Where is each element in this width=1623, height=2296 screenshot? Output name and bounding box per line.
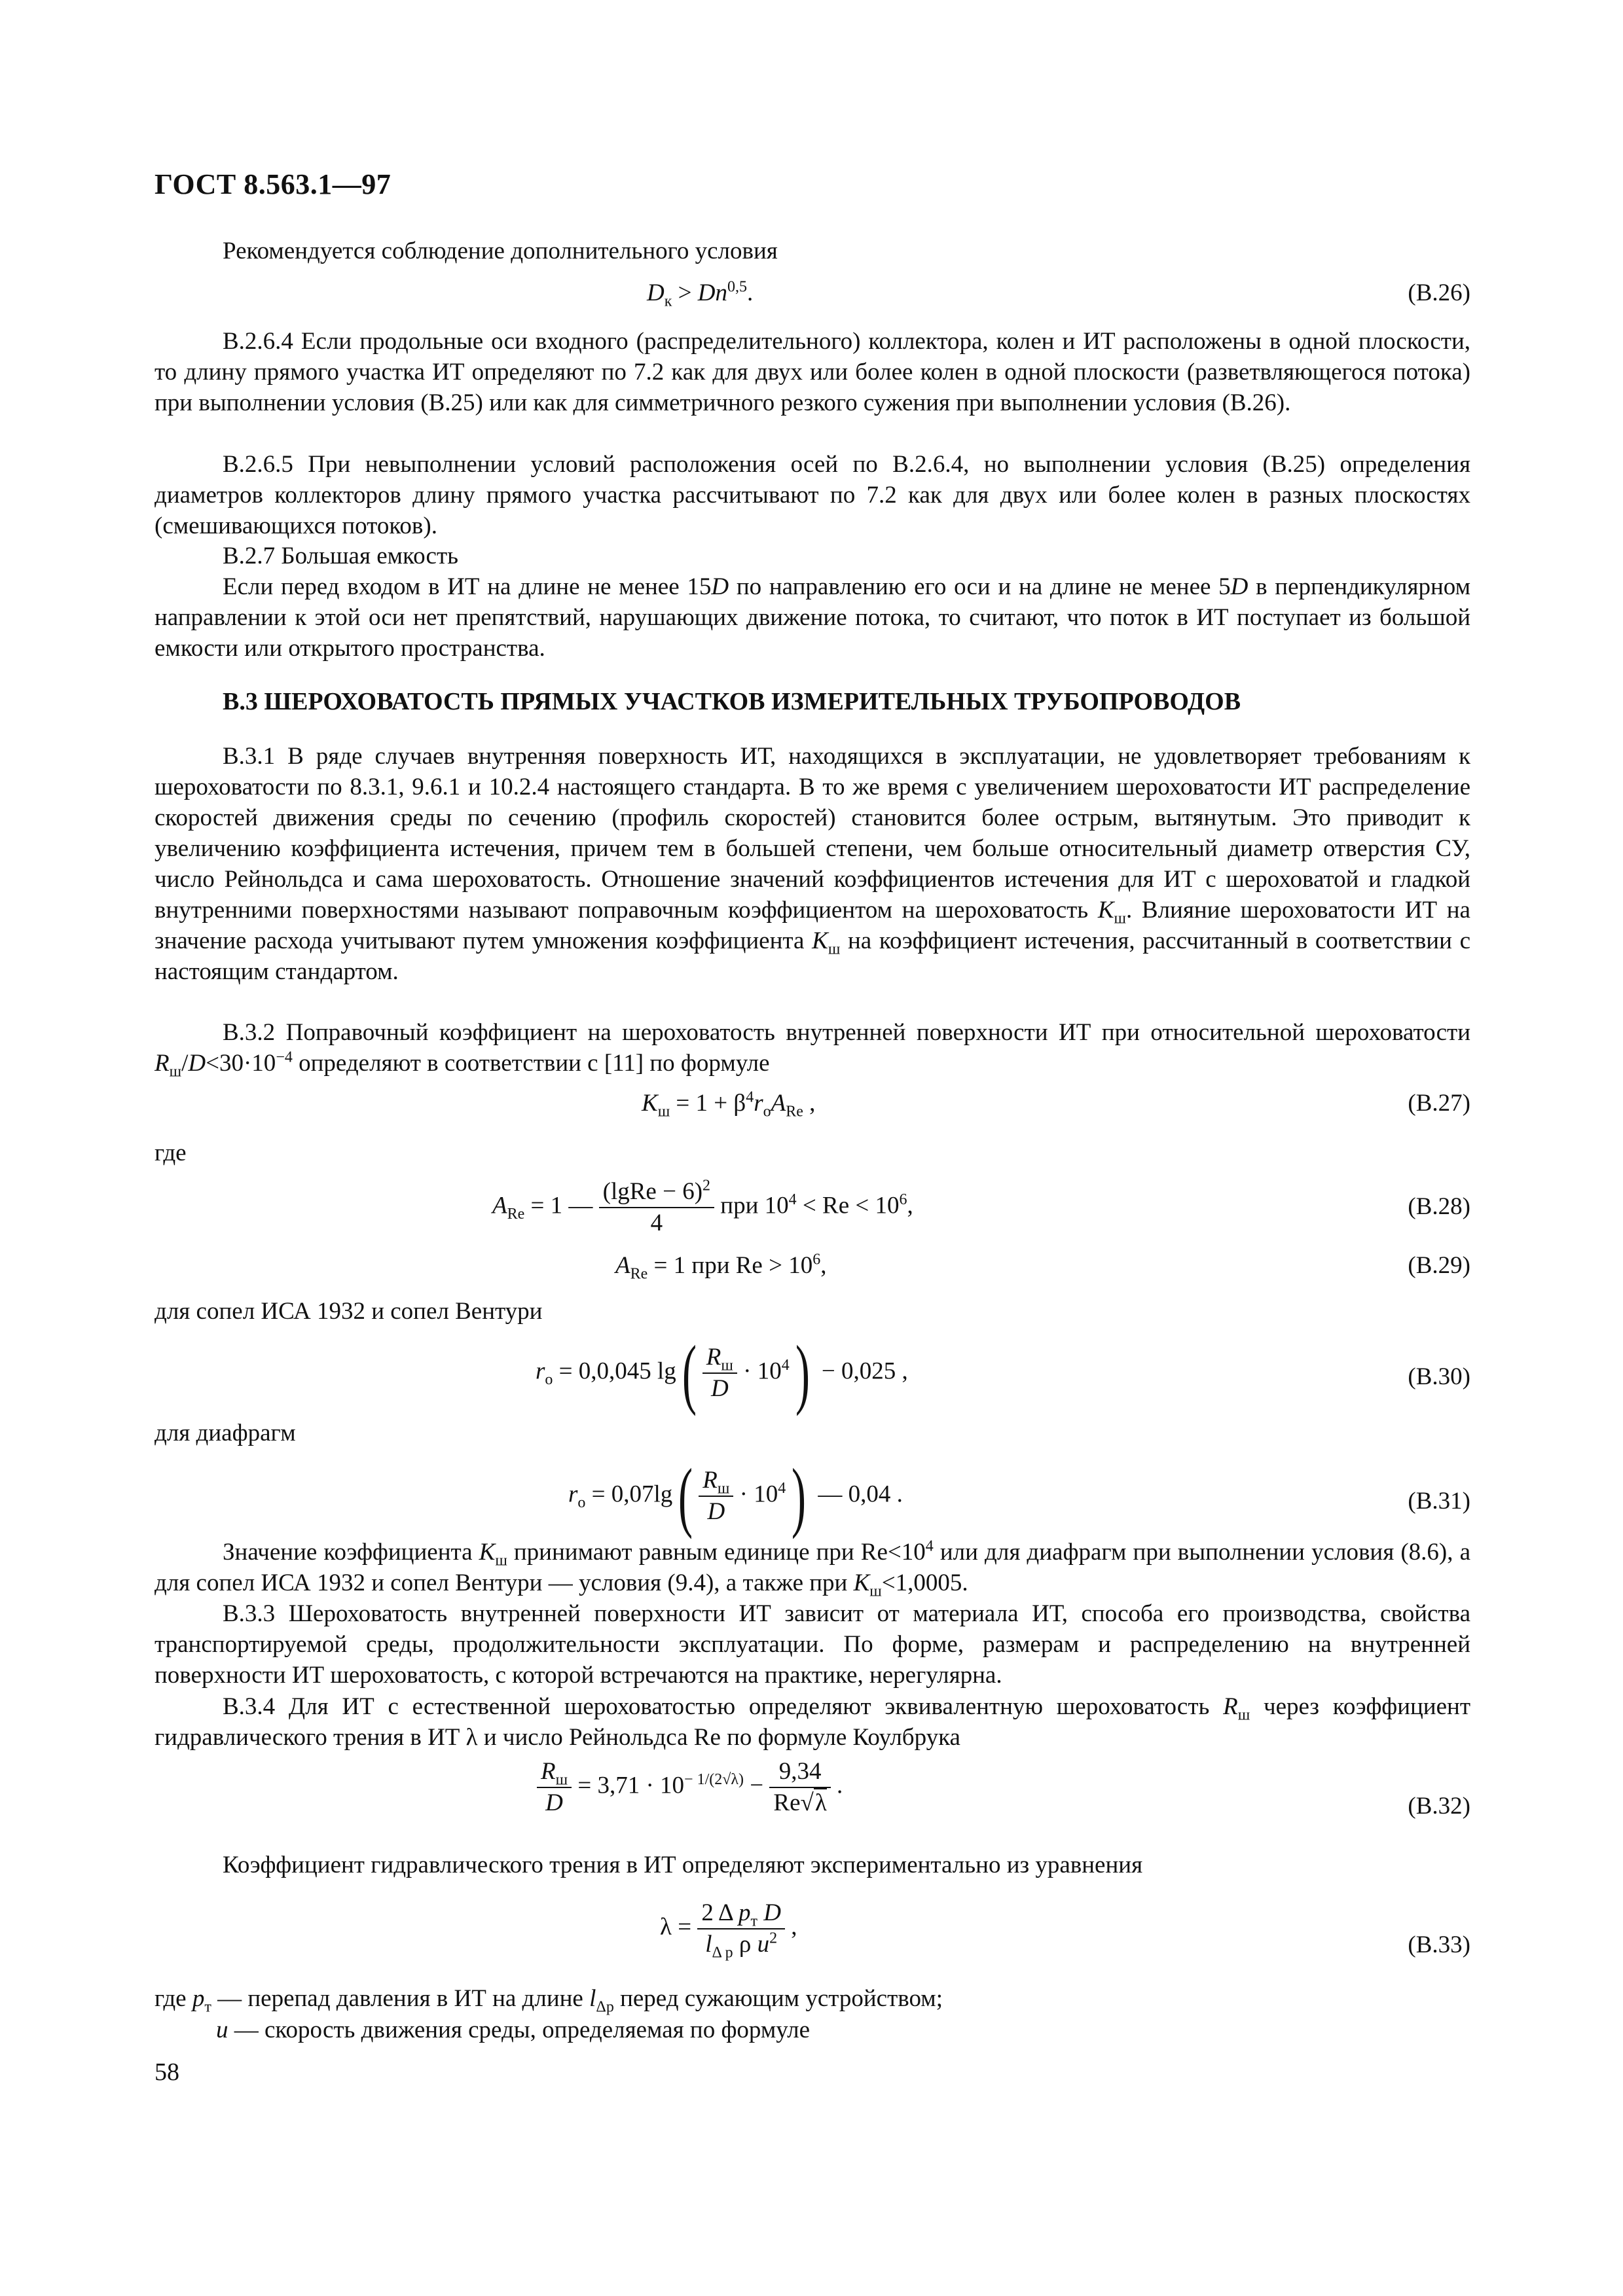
equation-b31: $r_о = 0,07\lg$( $\frac{R_ш}{D}$ · $10^4$) — 0,04 . [568, 1452, 903, 1539]
intro-text: Рекомендуется соблюдение дополнительного условия [223, 238, 778, 264]
paragraph-b264: В.2.6.4 Если продольные оси входного (распределительного) коллектора, колен и ИТ расположены в одной плоскости, то длину прямого участка ИТ определяют по 7.2 как для двух или более колен в одной плоскости (разветвляющегося потока) при выполнении условия (В.25) или как для симметричного резкого сужения при выполнении условия (В.26). [155, 328, 1470, 416]
where-line-velocity: u — скорость движения среды, определяемая по формуле [216, 2017, 811, 2043]
paragraph-b265: В.2.6.5 При невыполнении условий расположения осей по В.2.6.4, но выполнении условия (В.25) определения диаметров коллекторов длину прямого участка рассчитывают по 7.2 как для двух или более колен в разных плоскостях (смешивающихся потоков). [155, 451, 1470, 539]
equation-number-b26: (В.26) [1408, 279, 1470, 306]
equation-number-b27: (В.27) [1408, 1090, 1470, 1117]
equation-number-b31: (В.31) [1408, 1488, 1470, 1515]
fraction-b28: $\frac{(lgRe - 6)^2}{4}$ [599, 1178, 714, 1237]
paragraph-b34: В.3.4 Для ИТ с естественной шероховатостью определяют эквивалентную шероховатость $R_ш$ через коэффициент гидравлического трения в ИТ λ и число Рейнольдса Re по формуле Коулбрука [155, 1693, 1470, 1751]
paragraph-b27: Если перед входом в ИТ на длине не менее 15D по направлению его оси и на длине не менее 5D в перпендикулярном направлении к этой оси нет препятствий, нарушающих движение потока, то считают, что поток в ИТ поступает из большой емкости или открытого пространства. [155, 573, 1470, 662]
paragraph-b32: В.3.2 Поправочный коэффициент на шероховатость внутренней поверхности ИТ при относительной шероховатости $R_ш/D<30\cdot 10^{-4}$ определяют в соответствии с [11] по формуле [155, 1019, 1470, 1081]
equation-b27: $K_ш = 1 + \beta^4r_оA_{Re}$ , [642, 1088, 816, 1121]
equation-b30: $r_о = 0,0,045$ lg( $\frac{R_ш}{D}$ · $10^4) - 0,025$ , [536, 1329, 908, 1416]
equation-b29: $A_{Re} = 1$ при $Re > 10^6$, [615, 1251, 827, 1283]
paragraph-b33: В.3.3 Шероховатость внутренней поверхности ИТ зависит от материала ИТ, способа его производства, свойства транспортируемой среды, продолжительности эксплуатации. По форме, размерам и распределению на внутренней поверхности ИТ шероховатость, с которой встречаются на практике, нерегулярна. [155, 1600, 1470, 1689]
equation-b33: λ = $\frac{2 \Delta p_т D}{l_{\Delta p} \rho u^2}$ , [660, 1899, 797, 1962]
paragraph-b27-title: В.2.7 Большая емкость [223, 543, 459, 569]
section-heading-b3: В.3 ШЕРОХОВАТОСТЬ ПРЯМЫХ УЧАСТКОВ ИЗМЕРИТЕЛЬНЫХ ТРУБОПРОВОДОВ [223, 688, 1241, 715]
equation-number-b30: (В.30) [1408, 1363, 1470, 1390]
page-number: 58 [155, 2058, 179, 2086]
paragraph-value-kw: Значение коэффициента $K_ш$ принимают равным единице при $Re<10^4$ или для диафрагм при выполнении условия (8.6), а для сопел ИСА 1932 и сопел Вентури — условия (9.4), а также при $K_ш<1,0005$. [155, 1537, 1470, 1600]
document-header: ГОСТ 8.563.1—97 [155, 168, 392, 200]
equation-number-b32: (В.32) [1408, 1793, 1470, 1820]
equation-number-b28: (В.28) [1408, 1193, 1470, 1220]
nozzles-label: для сопел ИСА 1932 и сопел Вентури [155, 1298, 543, 1325]
diaphragms-label: для диафрагм [155, 1420, 296, 1446]
equation-number-b33: (В.33) [1408, 1931, 1470, 1958]
paragraph-lambda: Коэффициент гидравлического трения в ИТ определяют экспериментально из уравнения [223, 1852, 1143, 1878]
equation-number-b29: (В.29) [1408, 1252, 1470, 1279]
equation-b32: $\frac{R_ш}{D}$ = $3,71 \cdot 10^{- 1/(2√\lambda)}$ − $\frac{9,34}{Re√\lambda}$ . [537, 1758, 843, 1817]
where-line-pressure: где $p_т$ — перепад давления в ИТ на длине $l_{\Delta p}$ перед сужающим устройством; [155, 1985, 943, 2016]
where-label-1: где [155, 1139, 187, 1166]
equation-b26: $D_к > Dn^{0,5}$. [647, 278, 754, 310]
equation-b28: $A_{Re} = 1$ — $\frac{(lgRe - 6)^2}{4}$ при $10^4 < Re < 10^6$, [492, 1177, 913, 1236]
paragraph-b31: В.3.1 В ряде случаев внутренняя поверхность ИТ, находящихся в эксплуатации, не удовлетворяет требованиям к шероховатости по 8.3.1, 9.6.1 и 10.2.4 настоящего стандарта. В то же время с увеличением шероховатости ИТ распределение скоростей движения среды по сечению (профиль скоростей) становится более острым, вытянутым. Это приводит к увеличению коэффициента истечения, причем тем в большей степени, чем больше относительный диаметр отверстия СУ, число Рейнольдса и сама шероховатость. Отношение значений коэффициентов истечения для ИТ с шероховатой и гладкой внутренними поверхностями называют поправочным коэффициентом на шероховатость $K_ш$. Влияние шероховатости ИТ на значение расхода учитывают путем умножения коэффициента $K_ш$ на коэффициент истечения, рассчитанный в соответствии с настоящим стандартом. [155, 743, 1470, 985]
